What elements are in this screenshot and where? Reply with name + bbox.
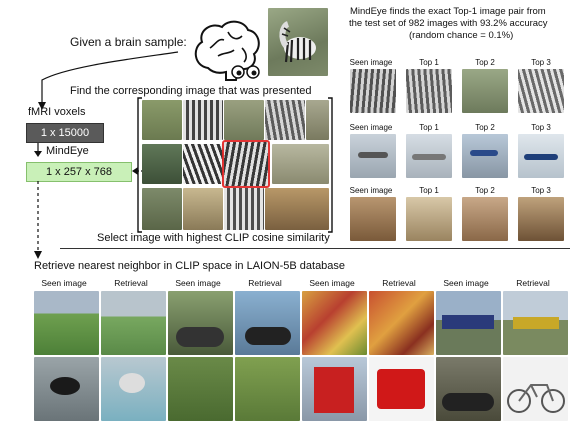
seen-food-market (302, 291, 367, 355)
top2-header: Top 2 (475, 123, 495, 132)
separator-line (60, 248, 570, 249)
candidate-image (265, 188, 329, 230)
candidate-image (183, 188, 223, 230)
retrieval-scooter (235, 291, 300, 355)
find-text: Find the corresponding image that was presented (70, 85, 312, 97)
candidate-image-grid (142, 100, 329, 230)
top3-header: Top 3 (531, 58, 551, 67)
accuracy-line-1: MindEye finds the exact Top-1 image pair from (350, 6, 546, 17)
candidate-image (272, 144, 329, 184)
presented-zebra-image (268, 8, 328, 76)
laion-header: Seen image (309, 278, 355, 288)
top1-header: Top 1 (419, 58, 439, 67)
laion-header: Retrieval (516, 278, 550, 288)
top1-header: Top 1 (419, 123, 439, 132)
accuracy-line-2: the test set of 982 images with 93.2% accuracy (349, 18, 548, 29)
laion-header: Retrieval (248, 278, 282, 288)
retrieval-metal-motorbike (503, 357, 568, 421)
top3-header: Top 3 (531, 123, 551, 132)
seen-frisbee (168, 357, 233, 421)
seen-train (436, 291, 501, 355)
seen-plane (350, 134, 396, 178)
seen-tennis (34, 291, 99, 355)
candidate-image (183, 100, 223, 140)
candidate-image-selected (224, 142, 268, 186)
dashed-arrow-down (33, 181, 43, 261)
top2-header: Top 2 (475, 186, 495, 195)
seen-bathroom (350, 197, 396, 241)
candidate-image (142, 188, 182, 230)
top2-plane (462, 134, 508, 178)
mindeye-embedding-value: 1 x 257 x 768 (45, 166, 113, 178)
laion-header: Retrieval (114, 278, 148, 288)
fmri-voxels-box (26, 123, 104, 143)
seen-motorbike (436, 357, 501, 421)
fmri-label: fMRI voxels (28, 106, 86, 118)
retrieval-tennis (101, 291, 166, 355)
top2-bathroom (462, 197, 508, 241)
laion-header: Seen image (175, 278, 221, 288)
fmri-voxels-value: 1 x 15000 (40, 127, 90, 139)
top3-plane (518, 134, 564, 178)
retrieval-food-market (369, 291, 434, 355)
retrieval-bus (369, 357, 434, 421)
top1-bathroom (406, 197, 452, 241)
top1-zebra (406, 69, 452, 113)
top3-header: Top 3 (531, 186, 551, 195)
seen-image-header: Seen image (349, 123, 393, 132)
retrieve-text: Retrieve nearest neighbor in CLIP space in LAION-5B database (34, 260, 346, 272)
candidate-image (142, 144, 182, 184)
laion-header: Seen image (443, 278, 489, 288)
retrieval-row-plane (344, 118, 572, 182)
laion-header: Seen image (41, 278, 87, 288)
candidate-image (183, 144, 223, 184)
seen-motorcycle (168, 291, 233, 355)
laion-header: Retrieval (382, 278, 416, 288)
top1-plane (406, 134, 452, 178)
candidate-image (142, 100, 182, 140)
retrieval-train (503, 291, 568, 355)
retrieval-frisbee (235, 357, 300, 421)
select-text: Select image with highest CLIP cosine similarity (97, 232, 330, 244)
accuracy-line-3: (random chance = 0.1%) (409, 30, 514, 41)
eyes-icon (230, 64, 262, 80)
arrow-fmri-mindeye (33, 143, 43, 157)
top2-zebra (462, 69, 508, 113)
candidate-image (224, 100, 264, 140)
mindeye-embedding-box (26, 162, 132, 182)
seen-image-header: Seen image (349, 186, 393, 195)
seen-zebra (350, 69, 396, 113)
top3-zebra (518, 69, 564, 113)
retrieval-row-zebra (344, 44, 572, 116)
seen-image-header: Seen image (349, 58, 393, 67)
retrieval-row-bathroom (344, 182, 572, 244)
top1-header: Top 1 (419, 186, 439, 195)
retrieval-bird (101, 357, 166, 421)
candidate-image (306, 100, 329, 140)
seen-bird (34, 357, 99, 421)
top2-header: Top 2 (475, 58, 495, 67)
prompt-text: Given a brain sample: (70, 35, 187, 49)
top3-bathroom (518, 197, 564, 241)
candidate-image (265, 100, 305, 140)
candidate-image (224, 188, 264, 230)
mindeye-label: MindEye (46, 145, 89, 157)
seen-bus (302, 357, 367, 421)
